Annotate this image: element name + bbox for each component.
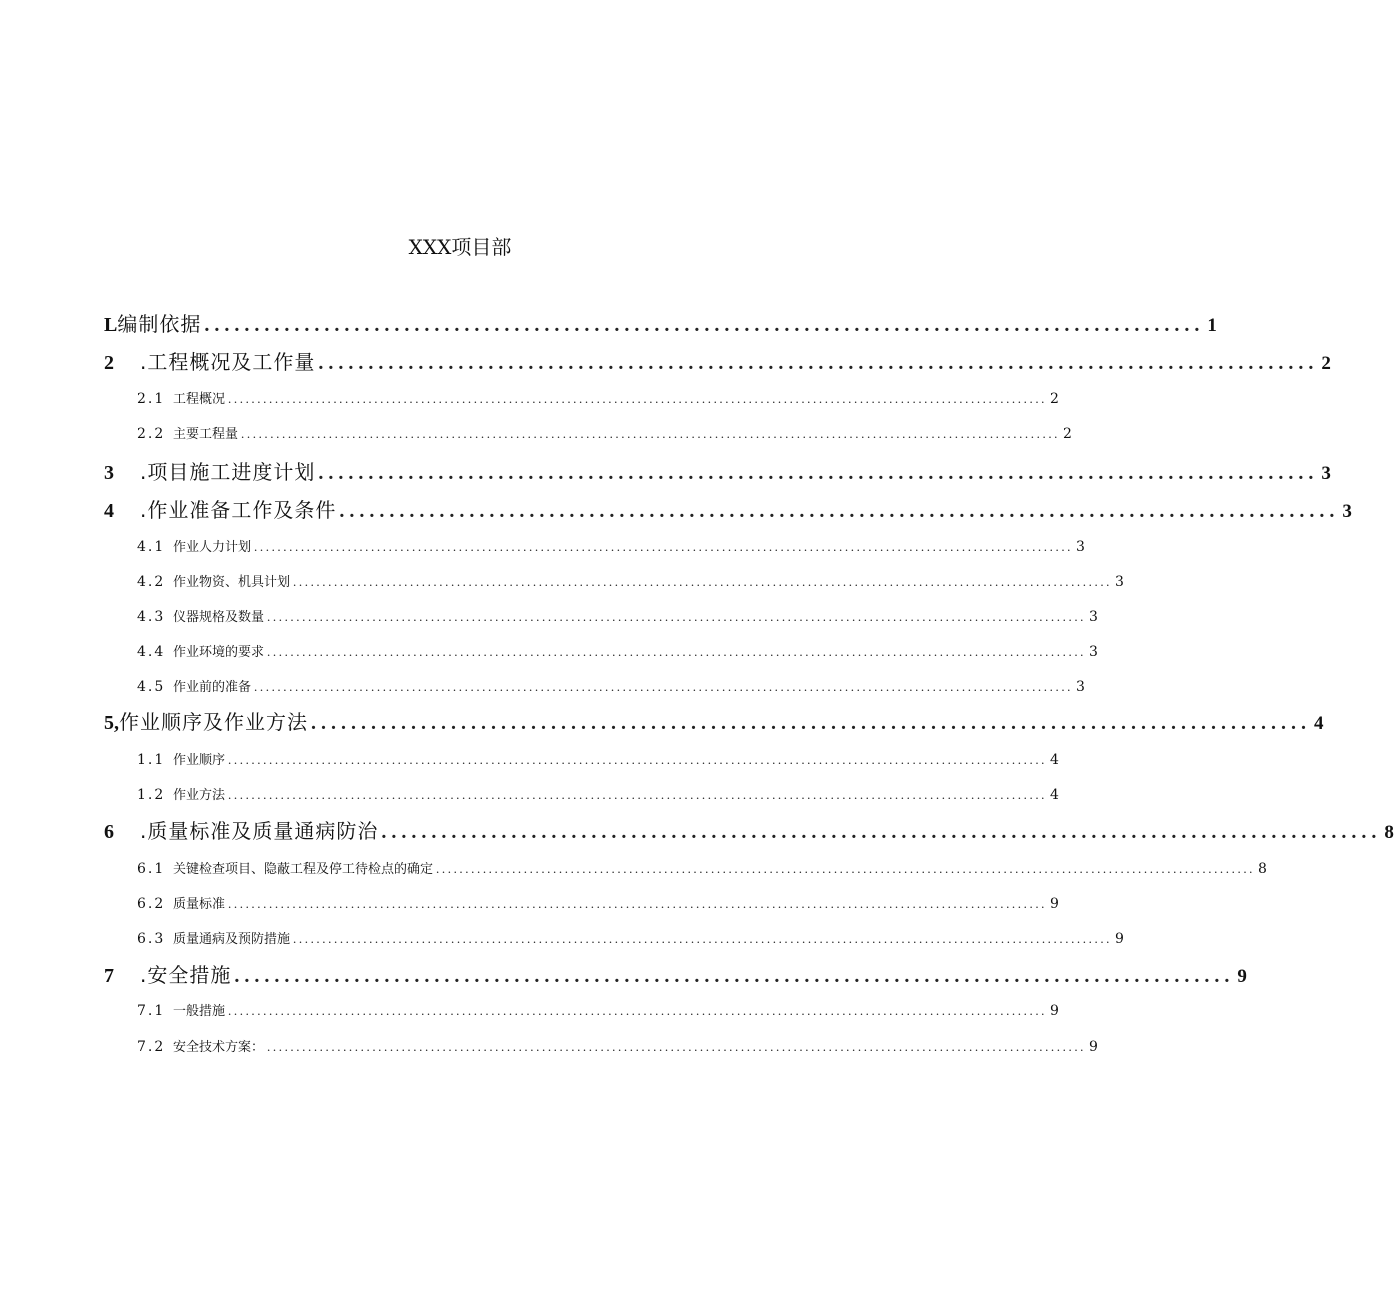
toc-entry-number: 4 <box>104 500 114 522</box>
toc-entry-5-1[interactable] <box>137 750 1059 771</box>
toc-leader-dots: ............................................................................................................................................ <box>436 861 1256 876</box>
toc-entry-7[interactable] <box>104 962 1247 990</box>
toc-entry-label: .安全措施 <box>140 963 232 987</box>
toc-entry-label: .质量标准及质量通病防治 <box>140 819 379 843</box>
toc-entry-number: 4.5 <box>137 679 166 695</box>
toc-entry-label: .作业准备工作及条件 <box>140 498 337 522</box>
toc-entry-page: 2 <box>1321 353 1331 374</box>
toc-leader-dots: ............................................................................................................................................ <box>267 1039 1087 1054</box>
toc-entry-number: L <box>104 314 118 336</box>
toc-leader-dots: ............................................................................................................................................ <box>267 609 1087 624</box>
toc-entry-7-2[interactable] <box>137 1037 1098 1058</box>
toc-entry-number: 6.3 <box>137 931 166 947</box>
toc-entry-2-2[interactable] <box>137 424 1072 445</box>
toc-entry-number: 4.4 <box>137 644 166 660</box>
toc-entry-label: 质量标准 <box>173 897 226 912</box>
toc-entry-1[interactable] <box>104 311 1217 339</box>
toc-entry-number: 3 <box>104 462 114 484</box>
toc-entry-number: 7 <box>104 965 114 987</box>
toc-entry-4-3[interactable] <box>137 607 1098 628</box>
toc-entry-page: 9 <box>1050 896 1059 912</box>
toc-entry-label: 编制依据 <box>117 312 202 336</box>
toc-entry-label: 作业方法 <box>173 788 226 803</box>
toc-entry-6-3[interactable] <box>137 929 1124 950</box>
toc-entry-number: 2.2 <box>137 426 166 442</box>
toc-leader-dots: ............................................................................................................................................ <box>228 391 1048 406</box>
toc-entry-number: 6 <box>104 821 114 843</box>
toc-entry-4-4[interactable] <box>137 642 1098 663</box>
toc-entry-2-1[interactable] <box>137 389 1059 410</box>
toc-leader-dots: ............................................................................................................................................ <box>267 644 1087 659</box>
toc-entry-6-2[interactable] <box>137 894 1059 915</box>
toc-entry-7-1[interactable] <box>137 1001 1059 1022</box>
toc-entry-page: 4 <box>1314 713 1324 734</box>
toc-leader-dots: .................................................................................................... <box>311 712 1311 734</box>
toc-entry-number: 4.1 <box>137 539 166 555</box>
document-title: XXX项目部 <box>408 235 512 259</box>
toc-entry-number: 7.1 <box>137 1003 166 1019</box>
toc-entry-label: 作业顺序及作业方法 <box>119 710 308 734</box>
toc-entry-page: 3 <box>1089 644 1098 660</box>
toc-entry-label: 质量通病及预防措施 <box>173 932 291 947</box>
toc-entry-label: 作业物资、机具计划 <box>173 575 291 590</box>
toc-entry-page: 3 <box>1321 463 1331 484</box>
toc-entry-label: 一般措施 <box>173 1004 226 1019</box>
toc-leader-dots: .................................................................................................... <box>318 352 1319 374</box>
toc-entry-page: 4 <box>1050 752 1059 768</box>
toc-leader-dots: ............................................................................................................................................ <box>241 426 1061 441</box>
toc-entry-6-1[interactable] <box>137 859 1267 880</box>
toc-leader-dots: .................................................................................................... <box>381 821 1382 843</box>
toc-entry-number: 1.1 <box>137 752 166 768</box>
toc-entry-4-2[interactable] <box>137 572 1124 593</box>
toc-entry-number: 4.2 <box>137 574 166 590</box>
toc-leader-dots: .................................................................................................... <box>318 462 1319 484</box>
toc-entry-label: 主要工程量 <box>173 427 239 442</box>
toc-entry-page: 9 <box>1050 1003 1059 1019</box>
toc-entry-page: 3 <box>1115 574 1124 590</box>
toc-entry-page: 9 <box>1237 966 1247 987</box>
toc-entry-3[interactable] <box>104 459 1331 487</box>
toc-entry-label: 作业顺序 <box>173 753 226 768</box>
toc-entry-4[interactable] <box>104 497 1352 525</box>
toc-entry-number: 7.2 <box>137 1039 166 1055</box>
toc-entry-page: 8 <box>1384 822 1394 843</box>
toc-leader-dots: ............................................................................................................................................ <box>228 1003 1048 1018</box>
toc-entry-label: 作业环境的要求 <box>173 645 265 660</box>
toc-entry-page: 9 <box>1115 931 1124 947</box>
toc-entry-page: 1 <box>1207 315 1217 336</box>
toc-entry-number: 5, <box>104 712 119 734</box>
toc-entry-4-5[interactable] <box>137 677 1085 698</box>
toc-entry-page: 8 <box>1258 861 1267 877</box>
toc-entry-number: 4.3 <box>137 609 166 625</box>
toc-leader-dots: ............................................................................................................................................ <box>254 679 1074 694</box>
toc-entry-5-2[interactable] <box>137 785 1059 806</box>
toc-entry-number: 1.2 <box>137 787 166 803</box>
toc-leader-dots: ............................................................................................................................................ <box>228 752 1048 767</box>
toc-entry-label: .工程概况及工作量 <box>140 350 316 374</box>
toc-entry-page: 4 <box>1050 787 1059 803</box>
toc-entry-page: 3 <box>1076 539 1085 555</box>
toc-entry-label: 安全技术方案： <box>173 1040 265 1055</box>
toc-entry-page: 9 <box>1089 1039 1098 1055</box>
toc-entry-label: 作业前的准备 <box>173 680 252 695</box>
toc-entry-page: 2 <box>1063 426 1072 442</box>
toc-entry-2[interactable] <box>104 349 1331 377</box>
toc-leader-dots: ............................................................................................................................................ <box>228 787 1048 802</box>
toc-entry-label: 仪器规格及数量 <box>173 610 265 625</box>
toc-entry-number: 2.1 <box>137 391 166 407</box>
toc-leader-dots: ............................................................................................................................................ <box>293 574 1113 589</box>
toc-entry-page: 3 <box>1342 501 1352 522</box>
toc-leader-dots: ............................................................................................................................................ <box>293 931 1113 946</box>
toc-leader-dots: .................................................................................................... <box>204 314 1205 336</box>
toc-entry-label: 作业人力计划 <box>173 540 252 555</box>
toc-leader-dots: .................................................................................................... <box>234 965 1235 987</box>
toc-entry-page: 3 <box>1076 679 1085 695</box>
toc-entry-label: .项目施工进度计划 <box>140 460 316 484</box>
toc-entry-label: 工程概况 <box>173 392 226 407</box>
toc-entry-page: 2 <box>1050 391 1059 407</box>
toc-leader-dots: ............................................................................................................................................ <box>254 539 1074 554</box>
toc-entry-6[interactable] <box>104 818 1394 846</box>
toc-entry-number: 6.2 <box>137 896 166 912</box>
toc-leader-dots: ............................................................................................................................................ <box>228 896 1048 911</box>
toc-entry-number: 6.1 <box>137 861 166 877</box>
toc-entry-page: 3 <box>1089 609 1098 625</box>
toc-entry-5[interactable] <box>104 709 1324 737</box>
toc-entry-number: 2 <box>104 352 114 374</box>
toc-leader-dots: .................................................................................................... <box>339 500 1340 522</box>
toc-entry-4-1[interactable] <box>137 537 1085 558</box>
toc-entry-label: 关键检查项目、隐蔽工程及停工待检点的确定 <box>173 862 434 877</box>
